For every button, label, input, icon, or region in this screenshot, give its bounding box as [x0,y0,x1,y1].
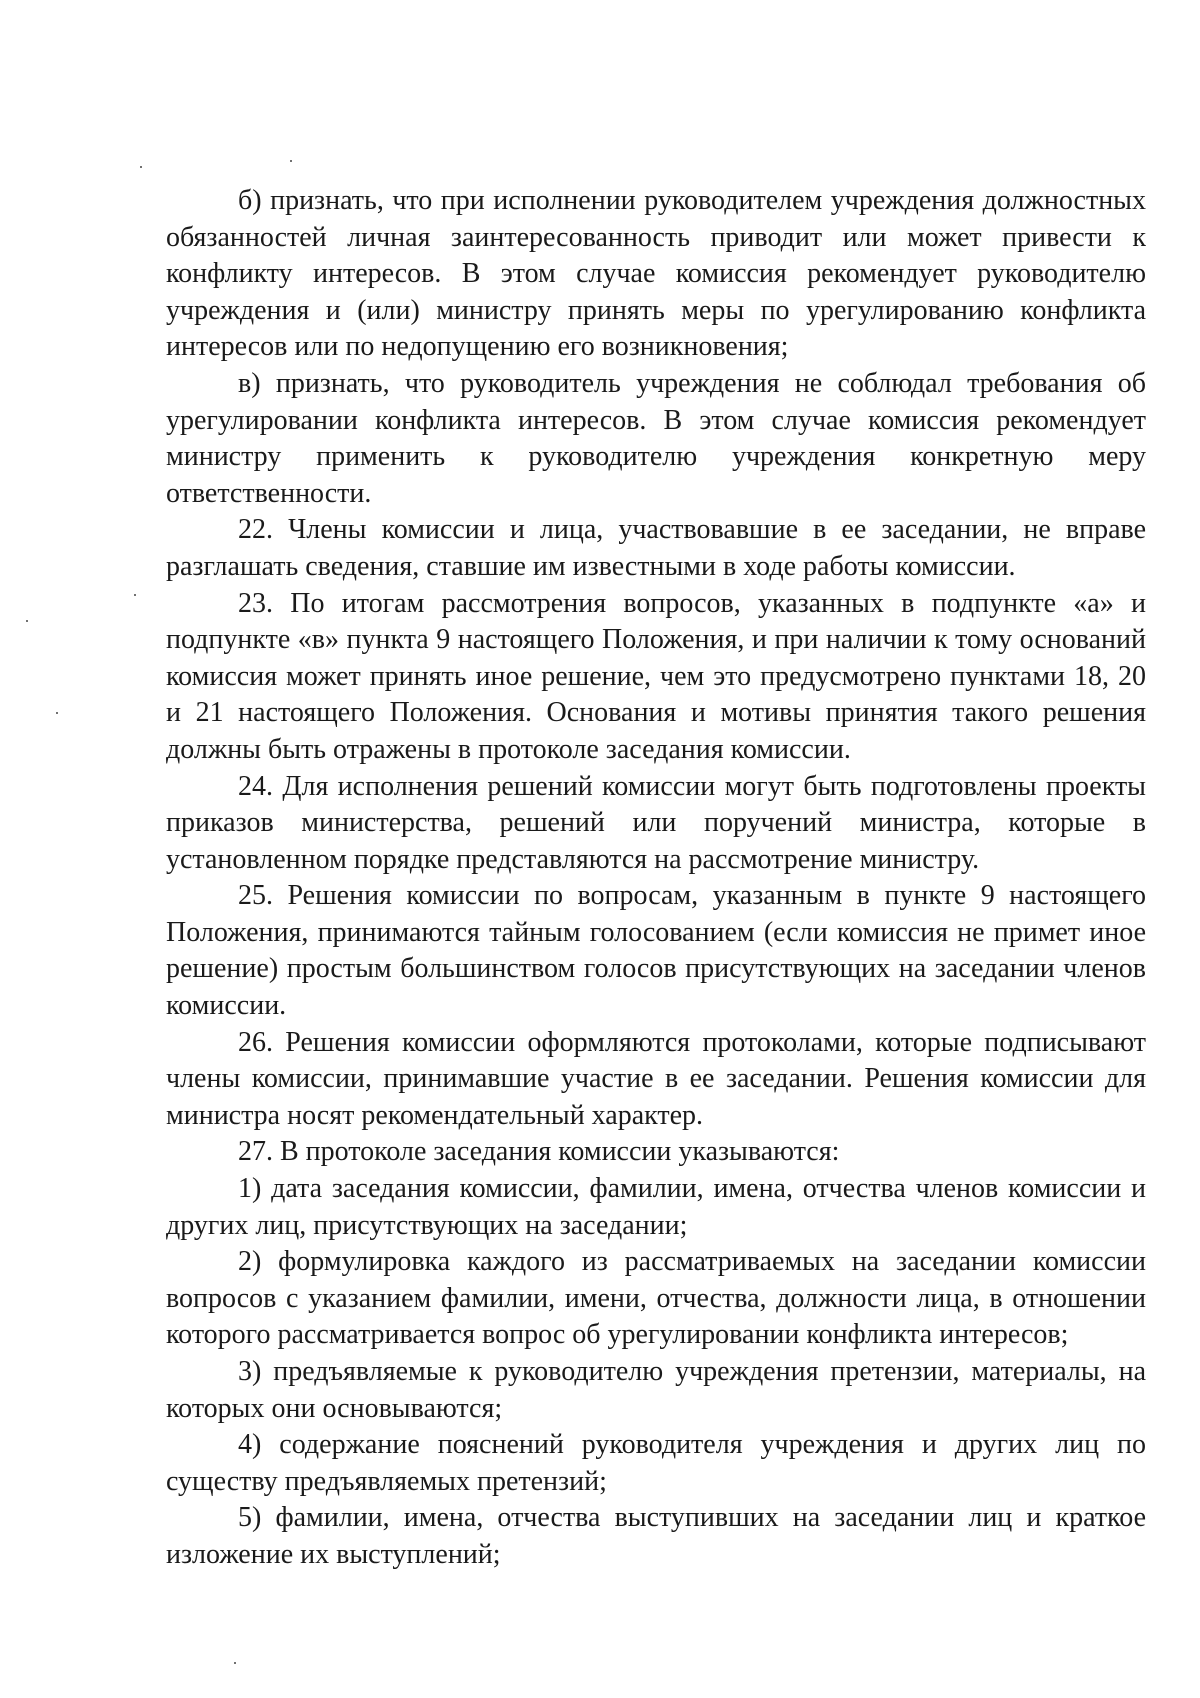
list-item-5: 5) фамилии, имена, отчества выступивших на заседании лиц и краткое изложение их выступлений; [166,1502,1146,1570]
list-item-4: 4) содержание пояснений руководителя учреждения и других лиц по существу предъявляемых претензий; [166,1429,1146,1497]
paragraph-22: 22. Члены комиссии и лица, участвовавшие в ее заседании, не вправе разглашать сведения, ставшие им известными в ходе работы комиссии. [166,514,1146,582]
paragraph-27: 27. В протоколе заседания комиссии указываются: [238,1136,840,1168]
scan-speck [26,620,28,622]
scan-speck [140,166,142,168]
paragraph-b: б) признать, что при исполнении руководителем учреждения должностных обязанностей личная заинтересованность приводит или может привести к конфликту интересов. В этом случае комиссия рекомендует руководителю учреждения и (или) министру принять меры по урегулированию конфликта интересов или по недопущению его возникновения; [166,185,1146,363]
scan-speck [134,594,136,596]
paragraph-25: 25. Решения комиссии по вопросам, указанным в пункте 9 настоящего Положения, принимаются тайным голосованием (если комиссия не примет иное решение) простым большинством голосов присутствующих на заседании членов комиссии. [166,880,1146,1022]
scan-speck [56,712,58,714]
scan-speck [234,1662,236,1664]
list-item-2: 2) формулировка каждого из рассматриваемых на заседании комиссии вопросов с указанием фамилии, имени, отчества, должности лица, в отношении которого рассматривается вопрос об урегулировании конфликта интересов; [166,1246,1146,1351]
paragraph-v: в) признать, что руководитель учреждения не соблюдал требования об урегулировании конфликта интересов. В этом случае комиссия рекомендует министру применить к руководителю учреждения конкретную меру ответственности. [166,367,1146,509]
list-item-1: 1) дата заседания комиссии, фамилии, имена, отчества членов комиссии и других лиц, присутствующих на заседании; [166,1173,1146,1241]
list-item-3: 3) предъявляемые к руководителю учреждения претензии, материалы, на которых они основываются; [166,1356,1146,1424]
scan-speck [290,160,292,162]
paragraph-26: 26. Решения комиссии оформляются протоколами, которые подписывают члены комиссии, принимавшие участие в ее заседании. Решения комиссии для министра носят рекомендательный характер. [166,1026,1146,1131]
paragraph-23: 23. По итогам рассмотрения вопросов, указанных в подпункте «а» и подпункте «в» пункта 9 настоящего Положения, и при наличии к тому оснований комиссия может принять иное решение, чем это предусмотрено пунктами 18, 20 и 21 настоящего Положения. Основания и мотивы принятия такого решения должны быть отражены в протоколе заседания комиссии. [166,587,1146,765]
document-body [166,183,1146,1574]
paragraph-24: 24. Для исполнения решений комиссии могут быть подготовлены проекты приказов министерства, решений или поручений министра, которые в установленном порядке представляются на рассмотрение министру. [166,770,1146,875]
